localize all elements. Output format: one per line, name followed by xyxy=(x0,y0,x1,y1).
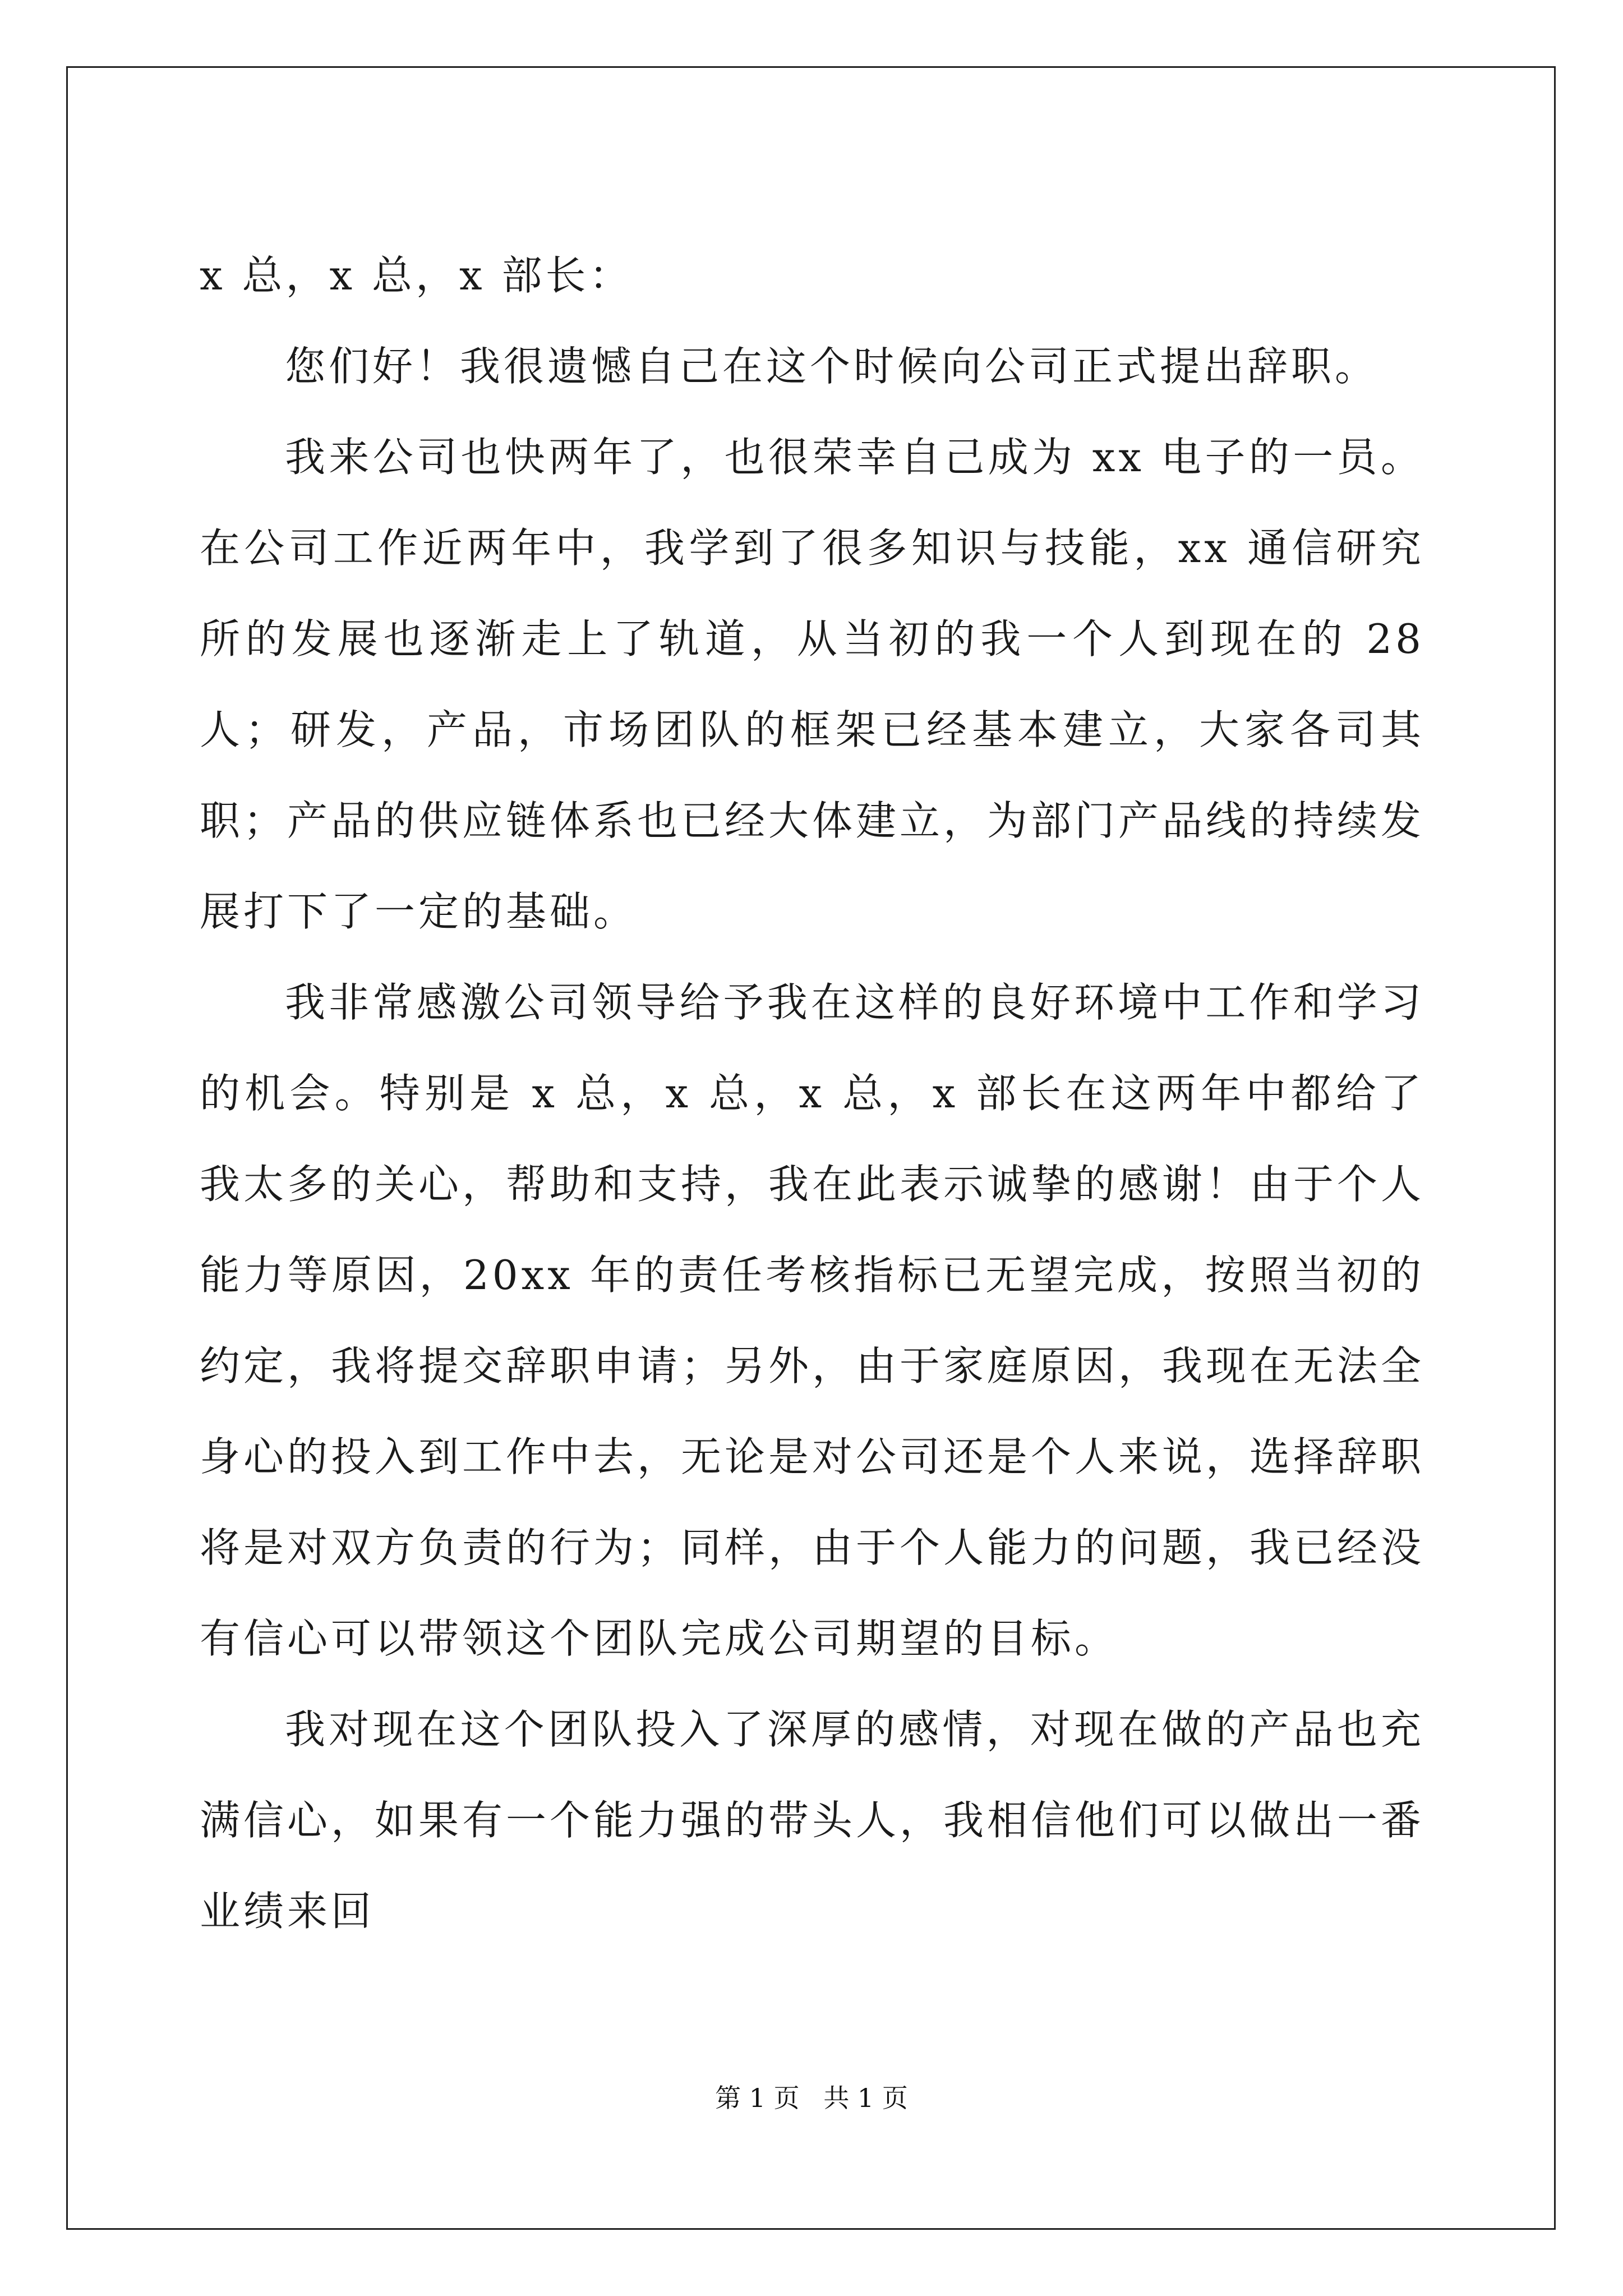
paragraph-background: 我来公司也快两年了，也很荣幸自己成为 xx 电子的一员。在公司工作近两年中，我学到了很多知识与技能，xx 通信研究所的发展也逐渐走上了轨道，从当初的我一个人到现在的 28 人；研发，产品，市场团队的框架已经基本建立，大家各司其职；产品的供应链体系也已经大体建立，为部门产品线的持续发展打下了一定的基础。 xyxy=(200,434,1425,935)
page-number: 第 1 页 xyxy=(715,2083,800,2113)
paragraph-greeting: 您们好！我很遗憾自己在这个时候向公司正式提出辞职。 xyxy=(285,343,1379,390)
page-footer xyxy=(0,2081,1623,2115)
document-body xyxy=(200,230,1424,1957)
paragraph-team-feelings: 我对现在这个团队投入了深厚的感情，对现在做的产品也充满信心，如果有一个能力强的带头人，我相信他们可以做出一番业绩来回 xyxy=(200,1706,1425,1935)
page-total: 共 1 页 xyxy=(823,2083,908,2113)
paragraph-gratitude-reasons: 我非常感激公司领导给予我在这样的良好环境中工作和学习的机会。特别是 x 总，x 总，x 总，x 部长在这两年中都给了我太多的关心，帮助和支持，我在此表示诚挚的感谢！由于个人能力等原因，20xx 年的责任考核指标已无望完成，按照当初的约定，我将提交辞职申请；另外，由于家庭原因，我现在无法全身心的投入到工作中去，无论是对公司还是个人来说，选择辞职将是对双方负责的行为；同样，由于个人能力的问题，我已经没有信心可以带领这个团队完成公司期望的目标。 xyxy=(200,979,1425,1662)
salutation: x 总，x 总，x 部长： xyxy=(200,252,633,299)
